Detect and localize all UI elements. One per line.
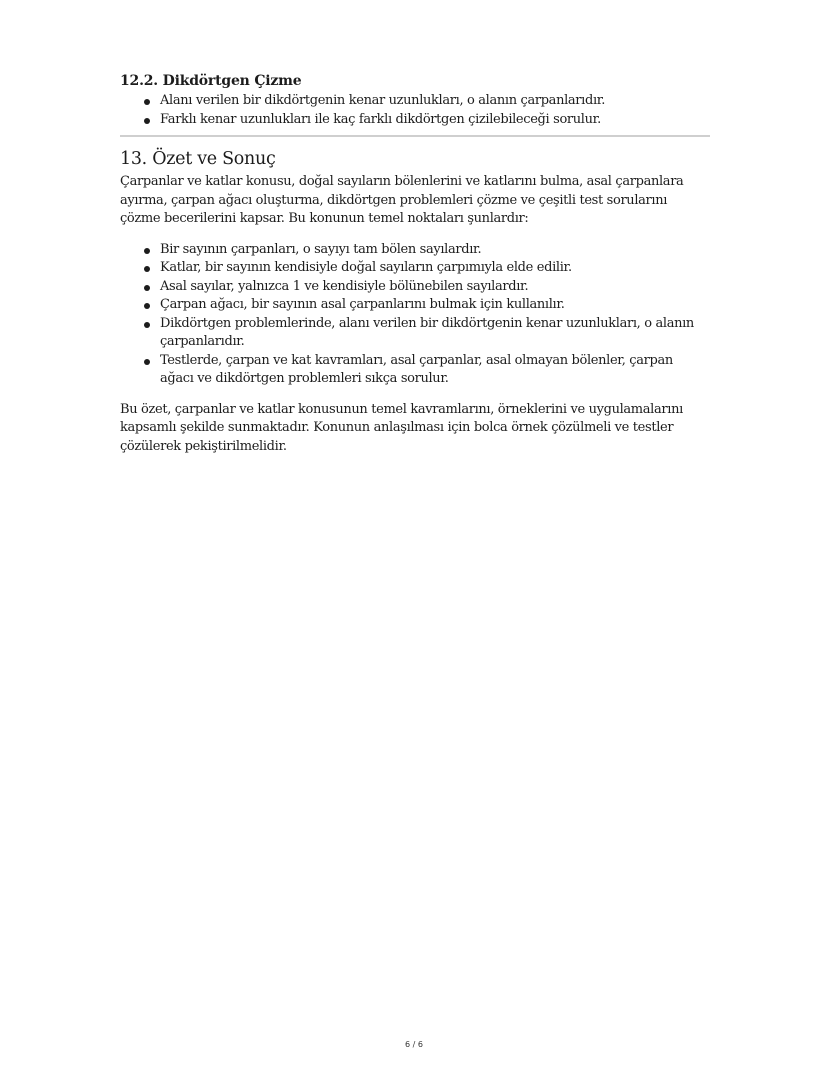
list-item bbox=[120, 352, 710, 389]
list-item-text: Alanı verilen bir dikdörtgenin kenar uzunlukları, o alanın çarpanlarıdır. bbox=[160, 93, 605, 108]
bullet-icon bbox=[144, 303, 150, 309]
bullet-icon bbox=[144, 99, 150, 105]
list-item-text: Çarpan ağacı, bir sayının asal çarpanlarını bulmak için kullanılır. bbox=[160, 297, 565, 312]
list-item-text: Asal sayılar, yalnızca 1 ve kendisiyle bölünebilen sayılardır. bbox=[160, 278, 529, 294]
list-item bbox=[120, 111, 710, 130]
bullet-icon bbox=[144, 322, 150, 328]
section-divider bbox=[120, 135, 710, 137]
document-body bbox=[120, 71, 710, 456]
subsection-heading: 12.2. Dikdörtgen Çizme bbox=[120, 73, 302, 89]
list-item bbox=[120, 278, 710, 297]
section-heading: 13. Özet ve Sonuç bbox=[120, 149, 276, 169]
list-item bbox=[120, 315, 710, 352]
list-item-text: Dikdörtgen problemlerinde, alanı verilen bir dikdörtgenin kenar uzunlukları, o alanın çarpanlarıdır. bbox=[160, 315, 694, 349]
list-item bbox=[120, 296, 710, 315]
list-item-text: Katlar, bir sayının kendisiyle doğal sayıların çarpımıyla elde edilir. bbox=[160, 260, 572, 275]
bullet-icon bbox=[144, 285, 150, 291]
list-item bbox=[120, 92, 710, 111]
subsection-bullet-list bbox=[120, 92, 710, 129]
section-intro-paragraph: Çarpanlar ve katlar konusu, doğal sayıların bölenlerini ve katlarını bulma, asal çarpanlara ayırma, çarpan ağacı oluşturma, dikdörtgen problemleri çözme ve çeşitli test sorularını çözme becerilerini kapsar. Bu konunun temel noktaları şunlardır: bbox=[120, 174, 684, 226]
page-number: 6 / 6 bbox=[405, 1040, 423, 1049]
bullet-icon bbox=[144, 359, 150, 365]
summary-bullet-list bbox=[120, 241, 710, 389]
list-item bbox=[120, 241, 710, 260]
bullet-icon bbox=[144, 266, 150, 272]
list-item-text: Farklı kenar uzunlukları ile kaç farklı dikdörtgen çizilebileceği sorulur. bbox=[160, 111, 601, 127]
list-item-text: Bir sayının çarpanları, o sayıyı tam bölen sayılardır. bbox=[160, 241, 482, 257]
conclusion-paragraph: Bu özet, çarpanlar ve katlar konusunun temel kavramlarını, örneklerini ve uygulamalarını kapsamlı şekilde sunmaktadır. Konunun anlaşılması için bolca örnek çözülmeli ve testler çözülerek pekiştirilmelidir. bbox=[120, 401, 683, 454]
list-item-text: Testlerde, çarpan ve kat kavramları, asal çarpanlar, asal olmayan bölenler, çarpan ağacı ve dikdörtgen problemleri sıkça sorulur. bbox=[160, 352, 673, 386]
bullet-icon bbox=[144, 248, 150, 254]
list-item bbox=[120, 259, 710, 278]
bullet-icon bbox=[144, 118, 150, 124]
